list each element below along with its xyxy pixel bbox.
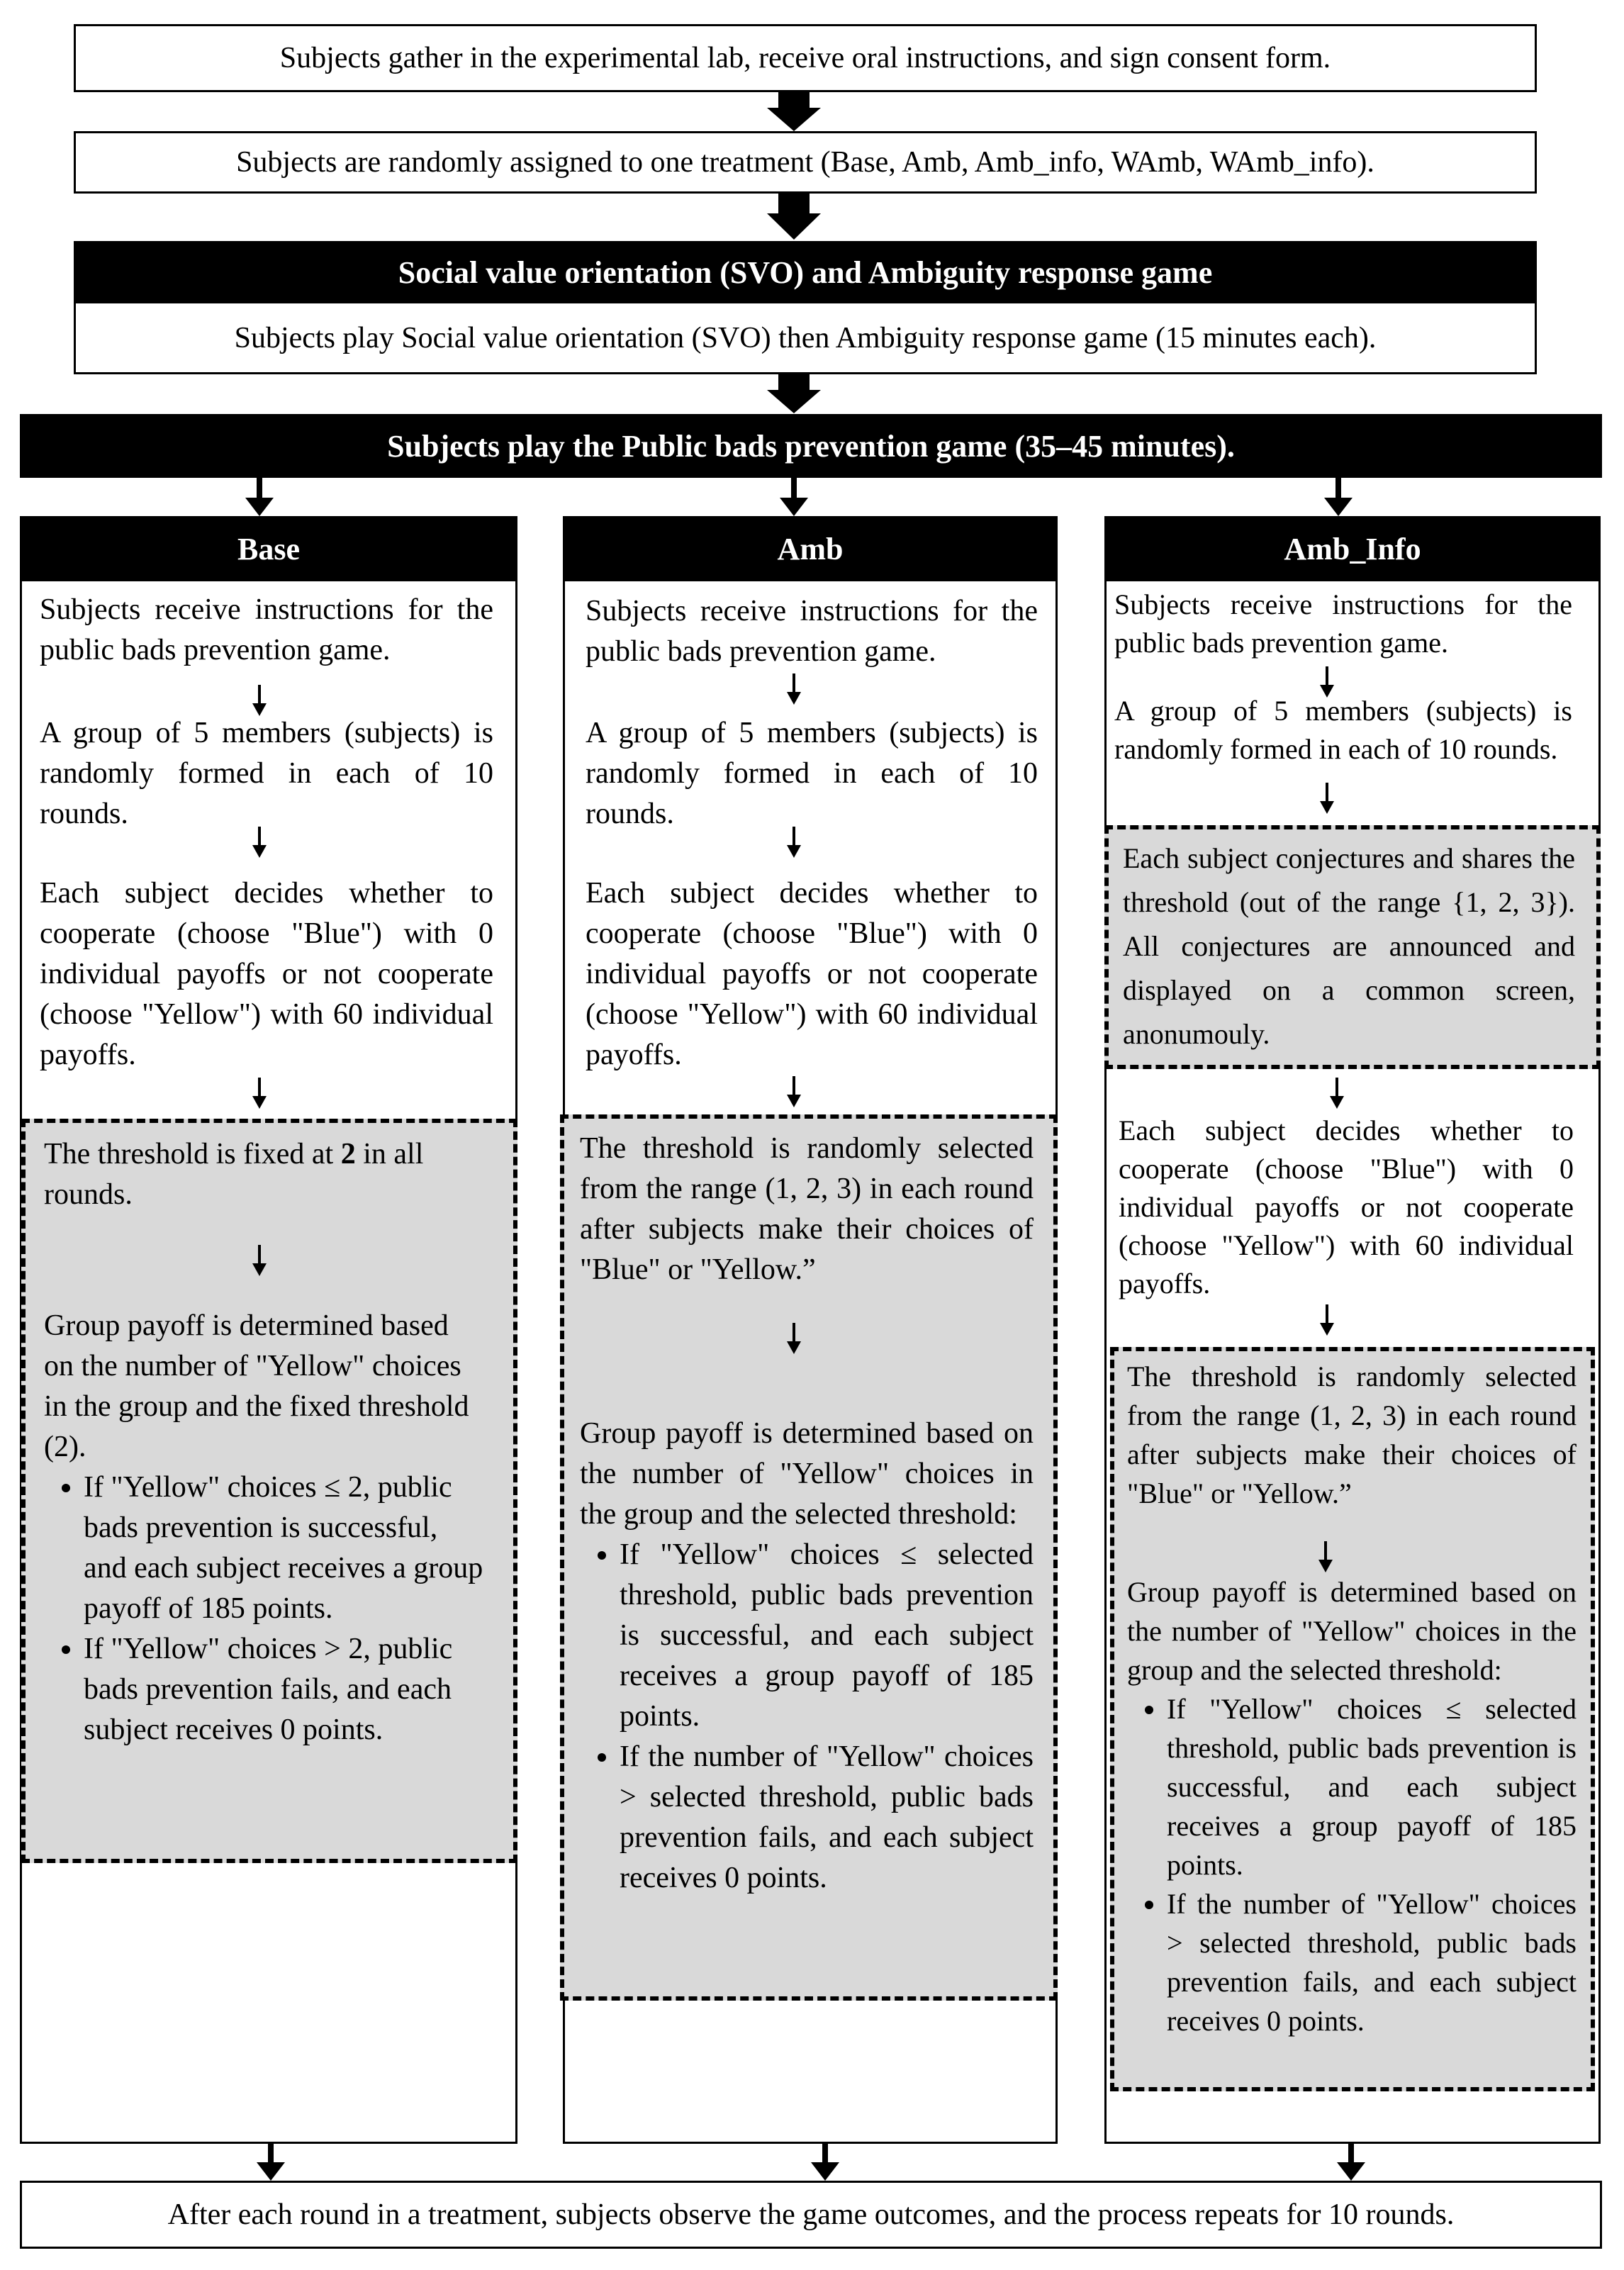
- svo-body: [74, 303, 1537, 374]
- amb-instructions-text: Subjects receive instructions for the public bads prevention game.: [586, 595, 1038, 668]
- down-arrow-icon: [245, 478, 274, 516]
- step-final: [20, 2181, 1602, 2249]
- ambinfo-conjecture: [1123, 837, 1575, 1056]
- amb-group: [586, 713, 1038, 834]
- amb-bullet-1: • If "Yellow" choices ≤ selected threshold, public bads prevention is successful, and each subject receives a group payoff of 185 points.: [620, 1535, 1034, 1737]
- amb-bullet-2: • If the number of "Yellow" choices > selected threshold, public bads prevention fails, and each subject receives 0 points.: [620, 1737, 1034, 1899]
- amb-title: Amb: [777, 531, 844, 566]
- amb-group-text: A group of 5 members (subjects) is randomly formed in each of 10 rounds.: [586, 717, 1038, 830]
- down-arrow-icon: [1337, 2144, 1365, 2181]
- ambinfo-title: Amb_Info: [1284, 531, 1421, 566]
- base-instructions-text: Subjects receive instructions for the public bads prevention game.: [40, 593, 493, 666]
- amb-bullets: [580, 1535, 1034, 1899]
- amb-threshold-text: The threshold is randomly selected from the range (1, 2, 3) in each round after subjects make their choices of "Blue" or "Yellow.”: [580, 1132, 1034, 1286]
- public-bads-header: [20, 414, 1602, 478]
- amb-payoff: [580, 1414, 1034, 1899]
- step-assign: [74, 131, 1537, 194]
- down-arrow-icon: [787, 673, 801, 706]
- ambinfo-conjecture-text: Each subject conjectures and shares the threshold (out of the range {1, 2, 3}). All conjectures are announced and displayed on a common screen, anonumouly.: [1123, 842, 1575, 1050]
- down-arrow-icon: [1320, 783, 1334, 815]
- base-bullet-2: • If "Yellow" choices > 2, public bads prevention fails, and each subject receives 0 points.: [84, 1629, 483, 1750]
- ambinfo-bullet-2: • If the number of "Yellow" choices > selected threshold, public bads prevention fails, and each subject receives 0 points.: [1167, 1884, 1577, 2040]
- ambinfo-instructions: [1114, 586, 1572, 662]
- ambinfo-payoff-text: Group payoff is determined based on the number of "Yellow" choices in the group and the selected threshold:: [1127, 1576, 1577, 1686]
- down-arrow-icon: [766, 92, 822, 132]
- down-arrow-icon: [811, 2144, 839, 2181]
- down-arrow-icon: [252, 1245, 267, 1277]
- ambinfo-decision: [1119, 1112, 1574, 1303]
- base-payoff: [44, 1306, 483, 1750]
- down-arrow-icon: [780, 478, 808, 516]
- amb-decision: [586, 873, 1038, 1075]
- amb-header: [563, 516, 1058, 581]
- ambinfo-group-text: A group of 5 members (subjects) is randomly formed in each of 10 rounds.: [1114, 695, 1572, 765]
- base-threshold-value: 2: [340, 1138, 356, 1170]
- base-group: [40, 713, 493, 834]
- amb-threshold: [580, 1129, 1034, 1290]
- down-arrow-icon: [787, 1076, 801, 1109]
- ambinfo-threshold-text: The threshold is randomly selected from the range (1, 2, 3) in each round after subjects make their choices of "Blue" or "Yellow.”: [1127, 1360, 1577, 1509]
- amb-payoff-text: Group payoff is determined based on the number of "Yellow" choices in the group and the selected threshold:: [580, 1417, 1034, 1531]
- base-threshold-suffix: in all rounds.: [44, 1138, 424, 1211]
- down-arrow-icon: [1318, 1541, 1333, 1574]
- svo-body-text: Subjects play Social value orientation (SVO) then Ambiguity response game (15 minutes each).: [234, 321, 1377, 354]
- base-threshold: [44, 1134, 483, 1215]
- public-bads-title: Subjects play the Public bads prevention game (35–45 minutes).: [387, 428, 1235, 464]
- down-arrow-icon: [252, 1078, 267, 1110]
- down-arrow-icon: [787, 827, 801, 859]
- step-gather: [74, 24, 1537, 92]
- base-threshold-prefix: The threshold is fixed at: [44, 1138, 341, 1170]
- base-instructions: [40, 590, 493, 671]
- svo-header: [74, 241, 1537, 303]
- step-gather-text: Subjects gather in the experimental lab, receive oral instructions, and sign consent form.: [279, 42, 1331, 74]
- down-arrow-icon: [787, 1323, 801, 1355]
- down-arrow-icon: [252, 827, 267, 859]
- svo-title: Social value orientation (SVO) and Ambiguity response game: [398, 255, 1213, 290]
- down-arrow-icon: [766, 194, 822, 240]
- ambinfo-threshold: [1127, 1357, 1577, 1513]
- down-arrow-icon: [257, 2144, 285, 2181]
- ambinfo-decision-text: Each subject decides whether to cooperate (choose "Blue") with 0 individual payoffs or not cooperate (choose "Yellow") with 60 individual payoffs.: [1119, 1114, 1574, 1299]
- ambinfo-instructions-text: Subjects receive instructions for the public bads prevention game.: [1114, 588, 1572, 659]
- base-group-text: A group of 5 members (subjects) is randomly formed in each of 10 rounds.: [40, 717, 493, 830]
- base-decision-text: Each subject decides whether to cooperate (choose "Blue") with 0 individual payoffs or not cooperate (choose "Yellow") with 60 individual payoffs.: [40, 877, 493, 1071]
- down-arrow-icon: [1320, 1304, 1334, 1337]
- ambinfo-payoff: [1127, 1572, 1577, 2040]
- step-final-text: After each round in a treatment, subjects observe the game outcomes, and the process repeats for 10 rounds.: [167, 2198, 1455, 2231]
- ambinfo-bullets: [1127, 1689, 1577, 2040]
- base-decision: [40, 873, 493, 1075]
- base-header: [20, 516, 517, 581]
- down-arrow-icon: [1330, 1078, 1344, 1110]
- amb-decision-text: Each subject decides whether to cooperate (choose "Blue") with 0 individual payoffs or not cooperate (choose "Yellow") with 60 individual payoffs.: [586, 877, 1038, 1071]
- ambinfo-group: [1114, 692, 1572, 768]
- down-arrow-icon: [1324, 478, 1353, 516]
- ambinfo-header: [1104, 516, 1601, 581]
- base-bullets: [44, 1467, 483, 1750]
- ambinfo-bullet-1: • If "Yellow" choices ≤ selected threshold, public bads prevention is successful, and each subject receives a group payoff of 185 points.: [1167, 1689, 1577, 1884]
- base-bullet-1: • If "Yellow" choices ≤ 2, public bads prevention is successful, and each subject receives a group payoff of 185 points.: [84, 1467, 483, 1629]
- base-payoff-text: Group payoff is determined based on the number of "Yellow" choices in the group and the fixed threshold (2).: [44, 1309, 469, 1463]
- amb-instructions: [586, 591, 1038, 672]
- step-assign-text: Subjects are randomly assigned to one treatment (Base, Amb, Amb_info, WAmb, WAmb_info).: [236, 146, 1374, 179]
- down-arrow-icon: [766, 374, 822, 414]
- base-title: Base: [237, 531, 300, 566]
